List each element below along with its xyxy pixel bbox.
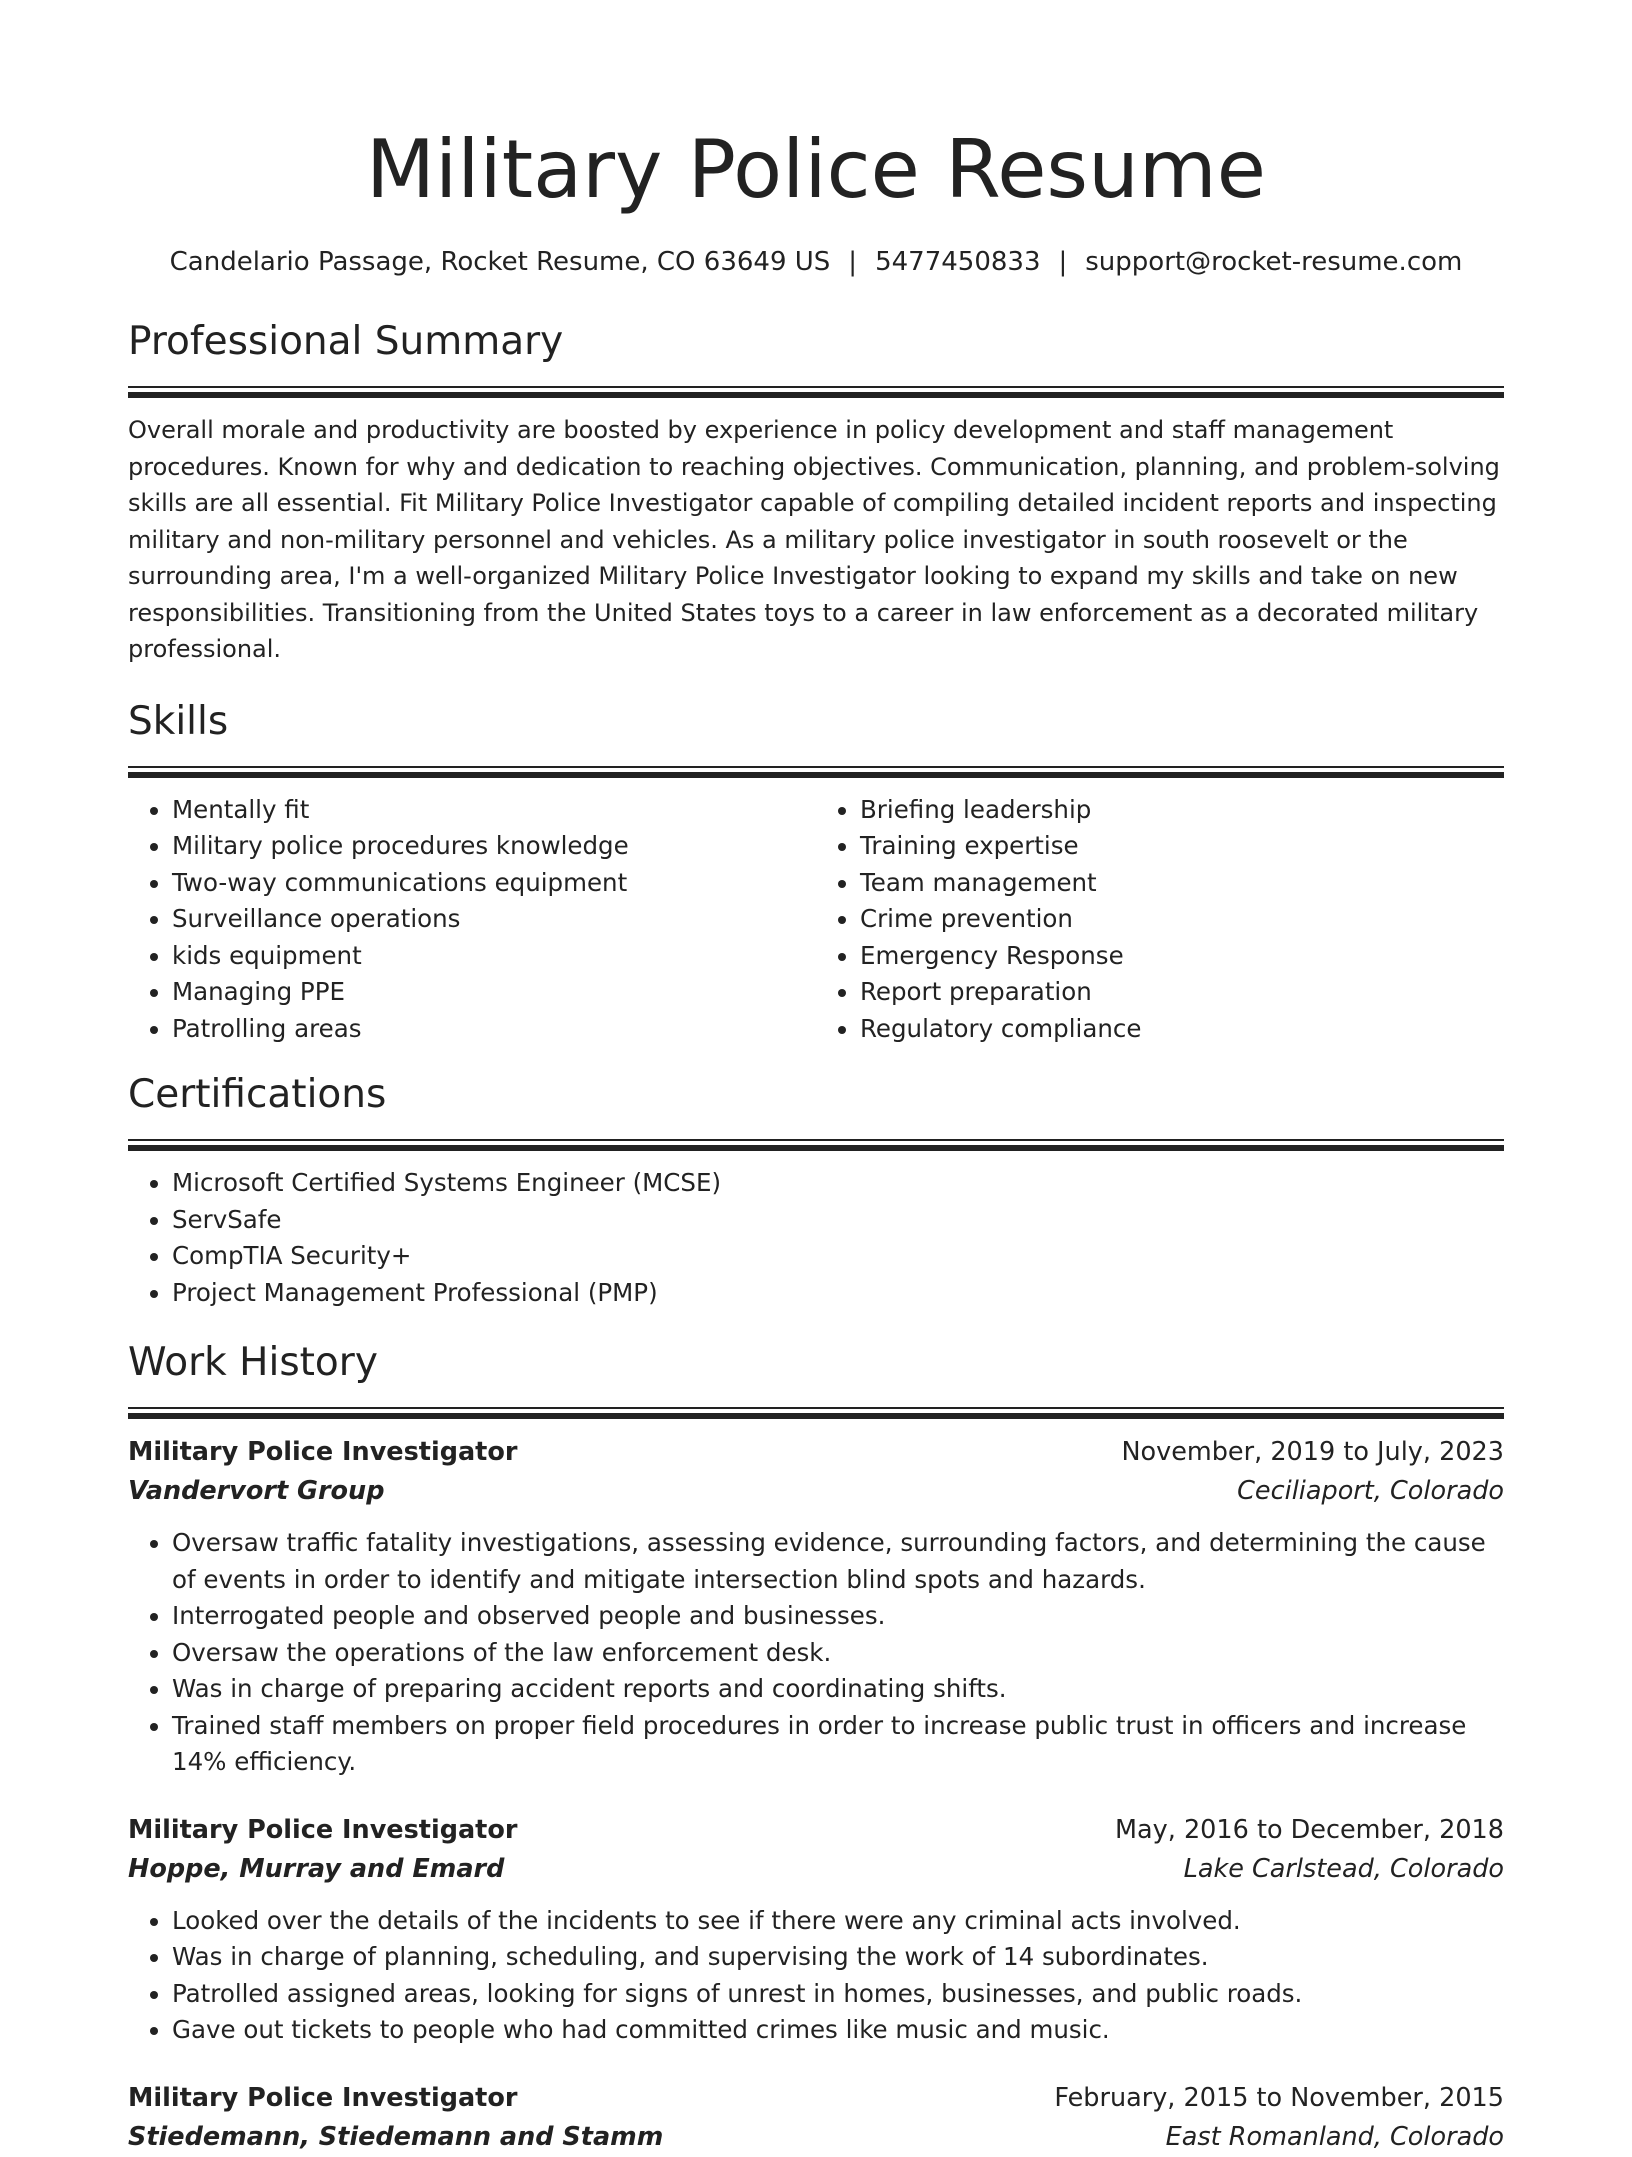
job-duties-list: [128, 1525, 1504, 1781]
job-company-row: [128, 1850, 1504, 1889]
section-divider: [128, 1407, 1504, 1419]
skill-item: • Briefing leadership: [860, 792, 1504, 829]
job-duty-item: • Trained staff members on proper field procedures in order to increase public trust in officers and increase 14% efficiency.: [172, 1708, 1504, 1781]
summary-heading: Professional Summary: [128, 319, 564, 364]
skill-item: • Mentally fit: [172, 792, 816, 829]
skill-item: • Training expertise: [860, 828, 1504, 865]
job-title: Military Police Investigator: [128, 2082, 518, 2113]
skill-item: • Emergency Response: [860, 938, 1504, 975]
skill-item: • Team management: [860, 865, 1504, 902]
job-title-row: [128, 1433, 1504, 1472]
contact-separator: |: [848, 247, 858, 277]
job-entry: [128, 2079, 1504, 2157]
skills-column-left: [128, 792, 816, 1048]
certifications-section: [128, 1069, 1504, 1311]
contact-email: support@rocket-resume.com: [1085, 247, 1463, 277]
job-company-row: [128, 2118, 1504, 2157]
skills-heading: Skills: [128, 698, 229, 744]
skills-list-left: [128, 792, 816, 1048]
skill-item: • Surveillance operations: [172, 901, 816, 938]
job-duty-item: • Patrolled assigned areas, looking for signs of unrest in homes, businesses, and public roads.: [172, 1976, 1504, 2013]
work-history-section: [128, 1337, 1504, 2157]
job-duty-item: • Oversaw the operations of the law enforcement desk.: [172, 1635, 1504, 1672]
skill-item: • Patrolling areas: [172, 1011, 816, 1048]
job-location: Ceciliaport, Colorado: [1237, 1476, 1504, 1506]
skill-item: • Military police procedures knowledge: [172, 828, 816, 865]
contact-address: Candelario Passage, Rocket Resume, CO 63649 US: [169, 247, 831, 277]
job-duty-item: • Was in charge of preparing accident reports and coordinating shifts.: [172, 1671, 1504, 1708]
summary-section: [128, 316, 1504, 668]
job-company-row: [128, 1472, 1504, 1511]
job-entry: [128, 1433, 1504, 1781]
certifications-list: [128, 1165, 1504, 1311]
certification-item: • Project Management Professional (PMP): [172, 1275, 1504, 1312]
section-divider: [128, 1139, 1504, 1151]
skill-item: • Crime prevention: [860, 901, 1504, 938]
skills-list-right: [816, 792, 1504, 1048]
skill-item: • Report preparation: [860, 974, 1504, 1011]
certification-item: • Microsoft Certified Systems Engineer (MCSE): [172, 1165, 1504, 1202]
job-duty-item: • Gave out tickets to people who had committed crimes like music and music.: [172, 2012, 1504, 2049]
job-title-row: [128, 1811, 1504, 1850]
contact-separator: |: [1058, 247, 1068, 277]
skill-item: • Regulatory compliance: [860, 1011, 1504, 1048]
summary-text: Overall morale and productivity are boosted by experience in policy development and staff management procedures. Known for why and dedication to reaching objectives. Communication, planning, and problem-solving skills are all essential. Fit Military Police Investigator capable of compiling detailed incident reports and inspecting military and non-military personnel and vehicles. As a military police investigator in south roosevelt or the surrounding area, I'm a well-organized Military Police Investigator looking to expand my skills and take on new responsibilities. Transitioning from the United States toys to a career in law enforcement as a decorated military professional.: [128, 416, 1500, 663]
job-duty-item: • Looked over the details of the incidents to see if there were any criminal acts involved.: [172, 1903, 1504, 1940]
job-company: Hoppe, Murray and Emard: [128, 1853, 505, 1884]
skills-section: [128, 696, 1504, 1048]
job-duty-item: • Oversaw traffic fatality investigations, assessing evidence, surrounding factors, and determining the cause of events in order to identify and mitigate intersection blind spots and hazards.: [172, 1525, 1504, 1598]
job-duty-item: • Was in charge of planning, scheduling, and supervising the work of 14 subordinates.: [172, 1939, 1504, 1976]
certification-item: • ServSafe: [172, 1202, 1504, 1239]
job-company: Stiedemann, Stiedemann and Stamm: [128, 2121, 664, 2152]
job-duty-item: • Interrogated people and observed people and businesses.: [172, 1598, 1504, 1635]
job-dates: November, 2019 to July, 2023: [1121, 1437, 1504, 1467]
job-duties-list: [128, 1903, 1504, 2049]
job-location: East Romanland, Colorado: [1165, 2121, 1504, 2152]
section-divider: [128, 766, 1504, 778]
section-divider: [128, 386, 1504, 398]
work-history-heading: Work History: [128, 1340, 378, 1385]
contact-line: [128, 244, 1504, 280]
skill-item: • Managing PPE: [172, 974, 816, 1011]
skills-column-right: [816, 792, 1504, 1048]
job-company: Vandervort Group: [128, 1476, 385, 1506]
skills-grid: [128, 792, 1504, 1048]
contact-phone: 5477450833: [875, 247, 1041, 277]
job-dates: May, 2016 to December, 2018: [1115, 1814, 1504, 1845]
job-title: Military Police Investigator: [128, 1437, 518, 1467]
resume-title: Military Police Resume: [366, 123, 1266, 216]
job-title: Military Police Investigator: [128, 1814, 518, 1845]
job-entry: [128, 1811, 1504, 2049]
skill-item: • kids equipment: [172, 938, 816, 975]
job-location: Lake Carlstead, Colorado: [1183, 1853, 1504, 1884]
skill-item: • Two-way communications equipment: [172, 865, 816, 902]
certification-item: • CompTIA Security+: [172, 1238, 1504, 1275]
jobs-list: [128, 1433, 1504, 2157]
certifications-heading: Certifications: [128, 1072, 387, 1117]
job-dates: February, 2015 to November, 2015: [1054, 2082, 1504, 2113]
